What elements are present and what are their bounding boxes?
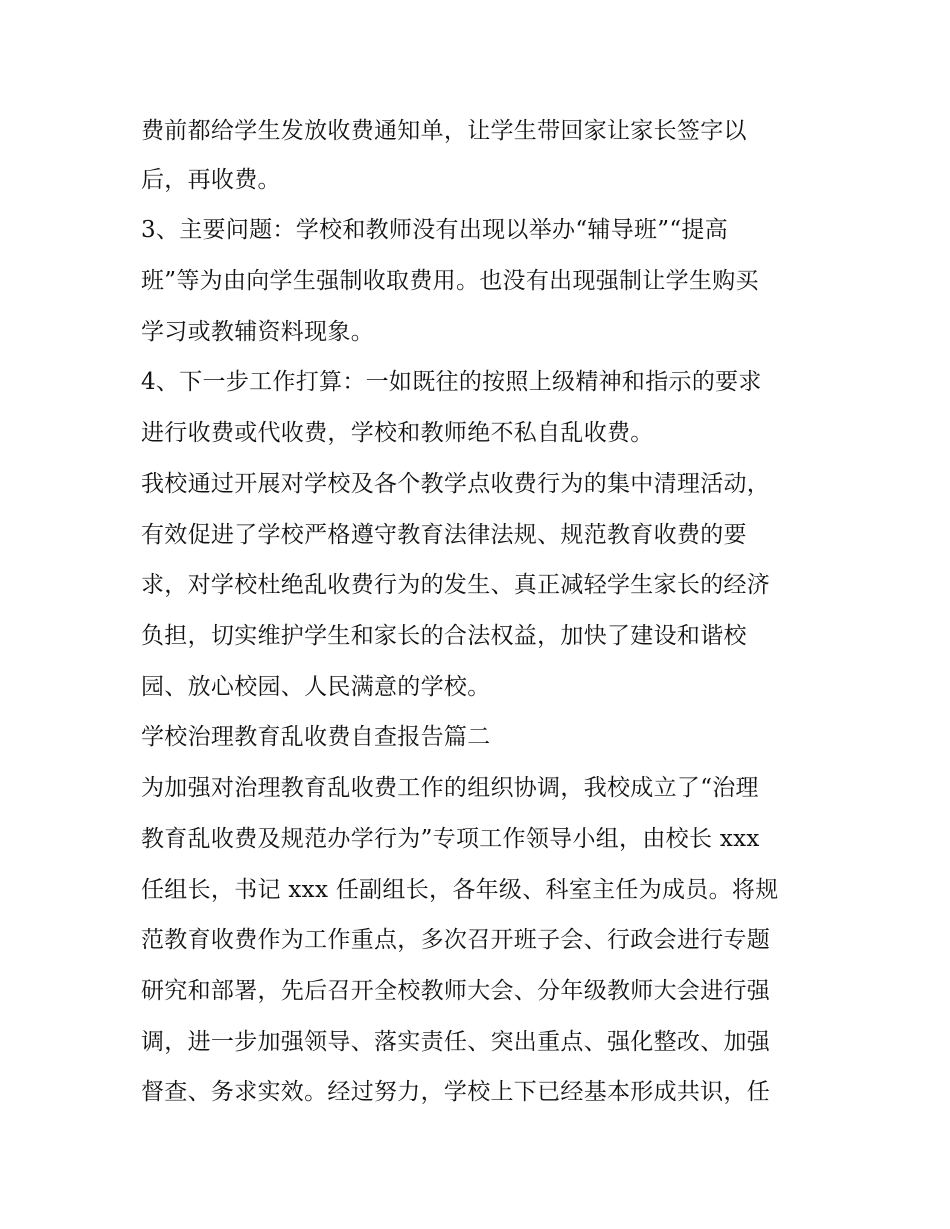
text-line: 4、下一步工作打算：一如既往的按照上级精神和指示的要求 [141, 369, 762, 395]
text-line: 调，进一步加强领导、落实责任、突出重点、强化整改、加强 [141, 1029, 771, 1055]
text-line: 督查、务求实效。经过努力，学校上下已经基本形成共识，任 [141, 1079, 771, 1105]
text-line: 研究和部署，先后召开全校教师大会、分年级教师大会进行强 [141, 978, 771, 1004]
text-line: 班”等为由向学生强制收取费用。也没有出现强制让学生购买 [141, 268, 759, 294]
text-line: 3、主要问题：学校和教师没有出现以举办“辅导班”“提高 [141, 217, 729, 243]
text-line: 费前都给学生发放收费通知单，让学生带回家让家长签字以 [141, 118, 747, 144]
text-line: 教育乱收费及规范办学行为”专项工作领导小组，由校长 xxx [141, 826, 760, 852]
text-line: 任组长，书记 xxx 任副组长，各年级、科室主任为成员。将规 [141, 877, 779, 903]
text-line: 负担，切实维护学生和家长的合法权益，加快了建设和谐校 [141, 623, 747, 649]
text-line: 范教育收费作为工作重点，多次召开班子会、行政会进行专题 [141, 927, 771, 953]
text-line: 为加强对治理教育乱收费工作的组织协调，我校成立了“治理 [141, 775, 759, 801]
section-heading: 学校治理教育乱收费自查报告篇二 [141, 724, 491, 750]
text-line: 学习或教辅资料现象。 [141, 319, 374, 345]
text-line: 有效促进了学校严格遵守教育法律法规、规范教育收费的要 [141, 522, 747, 548]
text-line: 进行收费或代收费，学校和教师绝不私自乱收费。 [141, 420, 654, 446]
text-line: 我校通过开展对学校及各个教学点收费行为的集中清理活动， [141, 471, 771, 497]
text-line: 后，再收费。 [141, 167, 281, 193]
text-line: 求，对学校杜绝乱收费行为的发生、真正减轻学生家长的经济 [141, 572, 771, 598]
text-line: 园、放心校园、人民满意的学校。 [141, 674, 491, 700]
